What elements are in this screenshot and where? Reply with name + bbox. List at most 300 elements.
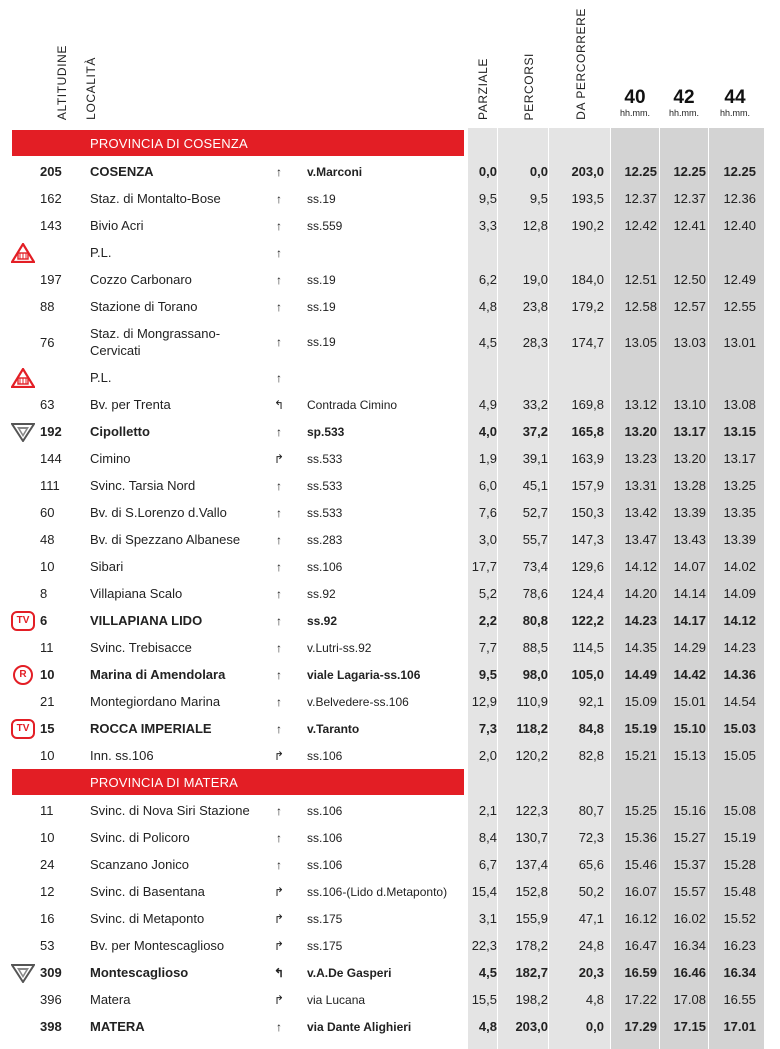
locality-cell: Scanzano Jonico [90, 857, 190, 872]
table-row [0, 878, 780, 905]
table-row [0, 158, 780, 185]
road-cell: ss.175 [307, 911, 343, 926]
altitude-cell: 162 [40, 191, 62, 206]
time-40-cell: 12.51 [624, 272, 657, 287]
road-cell: ss.106 [307, 857, 343, 872]
table-row [0, 445, 780, 472]
partial-km-cell: 9,5 [478, 667, 497, 682]
time-40-cell: 14.20 [624, 586, 657, 601]
remaining-km-cell: 163,9 [571, 451, 604, 466]
time-40-cell: 12.25 [624, 164, 657, 179]
locality-cell: Cipolletto [90, 424, 150, 439]
altitude-header: ALTITUDINE [55, 44, 69, 120]
table-row [0, 607, 780, 634]
road-cell: via Dante Alighieri [307, 1019, 412, 1034]
direction-arrow: ↑ [276, 1019, 282, 1034]
time-40-cell: 13.47 [624, 532, 657, 547]
road-cell: sp.533 [307, 424, 345, 439]
table-row [0, 905, 780, 932]
time-40-cell: 16.47 [624, 938, 657, 953]
direction-arrow: ↑ [276, 505, 282, 520]
table-row [0, 185, 780, 212]
partial-km-cell: 2,2 [478, 613, 497, 628]
locality-cell: Svinc. di Metaponto [90, 911, 205, 926]
time-42-cell: 12.25 [673, 164, 706, 179]
covered-km-cell: 52,7 [522, 505, 548, 520]
road-cell [307, 364, 467, 391]
remaining-km-cell: 24,8 [578, 938, 604, 953]
direction-arrow: ↑ [276, 721, 282, 736]
partial-header: PARZIALE [476, 58, 490, 120]
partial-km-cell: 6,2 [478, 272, 497, 287]
covered-km-cell: 28,3 [522, 334, 548, 350]
altitude-cell: 10 [40, 830, 55, 845]
table-row [0, 526, 780, 553]
speed-unit: hh.mm. [719, 108, 750, 118]
time-44-cell: 16.23 [723, 938, 756, 953]
locality-cell: Svinc. di Policoro [90, 830, 190, 845]
road-cell: ss.19 [307, 191, 336, 206]
locality-cell: Villapiana Scalo [90, 586, 183, 601]
altitude-cell: 76 [40, 334, 55, 350]
covered-km-cell: 12,8 [522, 218, 548, 233]
time-40-cell: 16.07 [624, 884, 657, 899]
time-44-cell: 13.17 [723, 451, 756, 466]
time-44-cell: 17.01 [723, 1019, 756, 1034]
road-cell: v.Belvedere-ss.106 [307, 694, 409, 709]
partial-km-cell: 2,0 [478, 748, 497, 763]
covered-km-cell: 78,6 [522, 586, 548, 601]
remaining-km-cell: 179,2 [571, 299, 604, 314]
table-row [0, 239, 780, 266]
partial-km-cell: 4,8 [478, 1019, 497, 1034]
time-44-cell: 14.12 [723, 613, 756, 628]
partial-km-cell: 15,5 [471, 992, 497, 1007]
time-42-cell: 13.43 [673, 532, 706, 547]
table-row [0, 959, 780, 986]
time-40-cell: 12.42 [624, 218, 657, 233]
table-row [0, 634, 780, 661]
covered-km-cell: 198,2 [515, 992, 548, 1007]
time-42-cell: 15.10 [673, 721, 706, 736]
covered-km-cell: 9,5 [529, 191, 548, 206]
partial-km-cell: 4,5 [478, 965, 497, 980]
time-44-cell: 15.19 [723, 830, 756, 845]
remaining-km-cell: 20,3 [578, 965, 604, 980]
altitude-cell: 88 [40, 299, 55, 314]
covered-km-cell: 39,1 [522, 451, 548, 466]
covered-km-cell: 178,2 [515, 938, 548, 953]
time-44-cell: 13.39 [723, 532, 756, 547]
altitude-cell: 60 [40, 505, 55, 520]
altitude-cell: 205 [40, 164, 62, 179]
covered-km-cell: 19,0 [522, 272, 548, 287]
table-row [0, 824, 780, 851]
partial-km-cell: 7,6 [478, 505, 497, 520]
locality-cell: Montegiordano Marina [90, 694, 221, 709]
altitude-cell [40, 364, 80, 391]
locality-cell: Bv. per Montescaglioso [90, 938, 225, 953]
speed-unit: hh.mm. [668, 108, 699, 118]
altitude-cell: 396 [40, 992, 62, 1007]
locality-cell: P.L. [90, 370, 112, 385]
table-row [0, 212, 780, 239]
time-42-cell: 12.50 [673, 272, 706, 287]
time-44-cell: 16.34 [723, 965, 756, 980]
covered-km-cell: 155,9 [515, 911, 548, 926]
direction-arrow: ↑ [276, 370, 282, 385]
table-row [0, 266, 780, 293]
direction-arrow: ↑ [276, 613, 282, 628]
altitude-cell: 11 [40, 803, 54, 818]
locality-cell: Stazione di Torano [90, 299, 198, 314]
covered-km-cell [500, 239, 548, 266]
locality-cell: P.L. [90, 245, 112, 260]
road-cell: v.Lutri-ss.92 [307, 640, 372, 655]
covered-km-cell: 137,4 [515, 857, 548, 872]
remaining-km-cell: 50,2 [578, 884, 604, 899]
covered-km-cell: 45,1 [522, 478, 548, 493]
time-40-cell: 15.21 [624, 748, 657, 763]
time-40-cell: 13.05 [624, 334, 657, 350]
time-44-cell: 15.05 [723, 748, 756, 763]
locality-cell: Marina di Amendolara [90, 667, 226, 682]
time-40-cell: 14.23 [624, 613, 657, 628]
road-cell: v.Taranto [307, 721, 360, 736]
partial-km-cell [468, 364, 497, 391]
road-cell: ss.533 [307, 505, 343, 520]
altitude-cell: 6 [40, 613, 48, 628]
time-42-cell: 14.14 [673, 586, 706, 601]
road-cell: ss.92 [307, 586, 336, 601]
time-42-cell: 15.01 [673, 694, 706, 709]
direction-arrow: ↑ [276, 335, 282, 349]
direction-arrow: ↑ [276, 667, 282, 682]
direction-arrow: ↱ [273, 911, 285, 926]
direction-arrow: ↑ [276, 164, 282, 179]
tv-badge: TV [11, 719, 35, 739]
table-row [0, 364, 780, 391]
table-row [0, 715, 780, 742]
remaining-km-cell: 4,8 [585, 992, 604, 1007]
remaining-km-cell: 0,0 [585, 1019, 604, 1034]
road-cell: ss.19 [307, 335, 336, 349]
altitude-cell: 197 [40, 272, 62, 287]
altitude-cell: 398 [40, 1019, 62, 1034]
time-40-cell: 13.31 [624, 478, 657, 493]
locality-cell: Staz. di Mongrassano-Cervicati [90, 326, 221, 358]
time-42-cell: 15.27 [673, 830, 706, 845]
direction-arrow: ↑ [276, 191, 282, 206]
covered-header: PERCORSI [522, 52, 536, 120]
direction-arrow: ↱ [273, 992, 285, 1007]
table-row [0, 418, 780, 445]
locality-cell: Staz. di Montalto-Bose [90, 191, 221, 206]
remaining-km-cell: 184,0 [571, 272, 604, 287]
time-40-cell: 15.36 [624, 830, 657, 845]
remaining-km-cell: 92,1 [578, 694, 604, 709]
locality-cell: Montescaglioso [90, 965, 189, 980]
road-cell: ss.92 [307, 613, 338, 628]
direction-arrow: ↑ [276, 586, 282, 601]
time-44-cell [708, 364, 756, 391]
altitude-cell: 21 [40, 694, 55, 709]
time-44-cell: 13.08 [723, 397, 756, 412]
direction-arrow: ↑ [276, 245, 282, 260]
locality-cell: Cimino [90, 451, 131, 466]
direction-arrow: ↱ [273, 748, 285, 763]
time-40-cell: 14.49 [624, 667, 657, 682]
altitude-cell: 53 [40, 938, 55, 953]
remaining-km-cell: 147,3 [571, 532, 604, 547]
altitude-cell: 15 [40, 721, 55, 736]
locality-cell: MATERA [90, 1019, 145, 1034]
time-42-cell: 17.15 [673, 1019, 706, 1034]
partial-km-cell: 3,1 [478, 911, 497, 926]
direction-arrow: ↑ [276, 218, 282, 233]
remaining-km-cell: 114,5 [572, 640, 604, 655]
table-row [0, 553, 780, 580]
remaining-km-cell: 105,0 [571, 667, 604, 682]
mountain-gpm-icon [10, 962, 36, 984]
altitude-cell [40, 239, 80, 266]
locality-cell: Svinc. Trebisacce [90, 640, 192, 655]
time-44-cell: 15.08 [723, 803, 756, 818]
altitude-cell: 10 [40, 559, 55, 574]
partial-km-cell: 5,2 [478, 586, 497, 601]
road-cell: ss.19 [307, 272, 336, 287]
locality-cell: VILLAPIANA LIDO [90, 613, 203, 628]
remaining-km-cell: 82,8 [578, 748, 604, 763]
remaining-km-cell: 65,6 [578, 857, 604, 872]
covered-km-cell: 88,5 [522, 640, 548, 655]
remaining-km-cell [550, 364, 604, 391]
table-row [0, 293, 780, 320]
level-crossing-icon [10, 367, 36, 389]
time-44-cell [708, 239, 756, 266]
road-cell: ss.106 [307, 559, 343, 574]
direction-arrow: ↑ [276, 272, 282, 287]
table-row [0, 932, 780, 959]
time-40-cell: 13.23 [624, 451, 657, 466]
level-crossing-icon [10, 242, 36, 264]
road-cell: via Lucana [307, 992, 366, 1007]
time-42-cell: 12.41 [673, 218, 706, 233]
locality-cell: ROCCA IMPERIALE [90, 721, 212, 736]
tv-icon [10, 610, 36, 632]
direction-arrow: ↑ [276, 830, 282, 845]
road-cell: ss.106 [307, 830, 343, 845]
locality-cell: Svinc. di Nova Siri Stazione [90, 803, 250, 818]
remaining-km-cell: 150,3 [571, 505, 604, 520]
partial-km-cell: 8,4 [478, 830, 497, 845]
road-cell: ss.559 [307, 218, 343, 233]
time-44-cell: 14.02 [723, 559, 756, 574]
road-cell: ss.106-(Lido d.Metaponto) [307, 884, 448, 899]
direction-arrow: ↑ [276, 857, 282, 872]
time-40-cell: 14.12 [624, 559, 657, 574]
speed-value: 42 [673, 87, 695, 108]
time-40-cell: 17.22 [624, 992, 657, 1007]
locality-cell: COSENZA [90, 164, 154, 179]
direction-arrow: ↑ [276, 640, 282, 655]
remaining-km-cell: 122,2 [571, 613, 604, 628]
partial-km-cell: 2,1 [478, 803, 497, 818]
time-42-cell: 12.37 [673, 191, 706, 206]
time-42-cell: 15.57 [673, 884, 706, 899]
covered-km-cell: 130,7 [515, 830, 548, 845]
remaining-km-cell: 84,8 [578, 721, 604, 736]
partial-km-cell: 3,3 [478, 218, 497, 233]
locality-cell: Bv. di Spezzano Albanese [90, 532, 241, 547]
partial-km-cell: 7,7 [478, 640, 497, 655]
time-44-cell: 13.35 [723, 505, 756, 520]
time-44-cell: 12.49 [723, 272, 756, 287]
speed-unit: hh.mm. [619, 108, 650, 118]
covered-km-cell: 0,0 [529, 164, 548, 179]
altitude-cell: 11 [40, 640, 54, 655]
direction-arrow: ↑ [276, 299, 282, 314]
covered-km-cell [500, 364, 548, 391]
direction-arrow: ↰ [273, 965, 285, 980]
time-42-cell: 14.29 [673, 640, 706, 655]
time-40-cell: 15.19 [624, 721, 657, 736]
time-42-cell: 14.42 [673, 667, 706, 682]
direction-arrow: ↑ [276, 694, 282, 709]
time-42-cell: 14.17 [673, 613, 706, 628]
altitude-cell: 48 [40, 532, 55, 547]
remaining-km-cell: 80,7 [578, 803, 604, 818]
altitude-cell: 63 [40, 397, 55, 412]
table-row [0, 986, 780, 1013]
time-42-cell: 13.03 [673, 334, 706, 350]
locality-cell: Sibari [90, 559, 124, 574]
time-44-cell: 15.48 [723, 884, 756, 899]
time-44-cell: 13.01 [723, 334, 756, 350]
covered-km-cell: 23,8 [522, 299, 548, 314]
road-cell: ss.19 [307, 299, 336, 314]
remaining-km-cell: 190,2 [571, 218, 604, 233]
time-44-cell: 14.09 [723, 586, 756, 601]
partial-km-cell: 4,0 [478, 424, 497, 439]
time-42-cell: 15.13 [673, 748, 706, 763]
direction-arrow: ↱ [273, 884, 285, 899]
covered-km-cell: 55,7 [522, 532, 548, 547]
direction-arrow: ↑ [276, 559, 282, 574]
road-cell [307, 239, 467, 266]
covered-km-cell: 182,7 [515, 965, 548, 980]
covered-km-cell: 37,2 [522, 424, 548, 439]
time-44-cell: 12.55 [723, 299, 756, 314]
speed-value: 40 [624, 87, 646, 108]
covered-km-cell: 118,2 [516, 721, 548, 736]
locality-cell: Svinc. di Basentana [90, 884, 205, 899]
altitude-cell: 144 [40, 451, 62, 466]
altitude-cell: 143 [40, 218, 62, 233]
time-44-cell: 14.54 [723, 694, 756, 709]
table-row [0, 320, 780, 364]
time-44-cell: 15.28 [723, 857, 756, 872]
road-cell: Contrada Cimino [307, 397, 398, 412]
partial-km-cell: 3,0 [478, 532, 497, 547]
locality-header: LOCALITÀ [84, 57, 98, 120]
road-cell: ss.533 [307, 451, 343, 466]
partial-km-cell: 17,7 [471, 559, 497, 574]
road-cell: v.A.De Gasperi [307, 965, 392, 980]
time-40-cell: 15.25 [624, 803, 657, 818]
remaining-km-cell: 169,8 [571, 397, 604, 412]
remaining-km-cell: 129,6 [571, 559, 604, 574]
direction-arrow: ↱ [273, 938, 285, 953]
covered-km-cell: 98,0 [522, 667, 548, 682]
time-42-cell: 12.57 [673, 299, 706, 314]
table-row [0, 661, 780, 688]
time-40-cell: 14.35 [624, 640, 657, 655]
road-cell: v.Marconi [307, 164, 363, 179]
table-row [0, 580, 780, 607]
partial-km-cell: 4,8 [478, 299, 497, 314]
table-row [0, 688, 780, 715]
time-40-cell: 17.29 [624, 1019, 657, 1034]
province-banner: PROVINCIA DI MATERA [12, 769, 464, 795]
altitude-cell: 16 [40, 911, 55, 926]
locality-cell: Bv. di S.Lorenzo d.Vallo [90, 505, 227, 520]
time-40-cell: 12.58 [624, 299, 657, 314]
table-row [0, 1013, 780, 1040]
covered-km-cell: 110,9 [516, 694, 548, 709]
direction-arrow: ↰ [273, 397, 285, 412]
remaining-km-cell: 157,9 [571, 478, 604, 493]
time-40-cell: 16.12 [624, 911, 657, 926]
direction-arrow: ↱ [273, 451, 285, 466]
altitude-cell: 24 [40, 857, 55, 872]
locality-cell: Inn. ss.106 [90, 748, 154, 763]
altitude-cell: 192 [40, 424, 62, 439]
covered-km-cell: 203,0 [515, 1019, 548, 1034]
time-42-cell: 13.39 [673, 505, 706, 520]
remaining-header: DA PERCORRERE [574, 8, 588, 120]
altitude-cell: 111 [40, 478, 60, 493]
remaining-km-cell: 203,0 [571, 164, 604, 179]
direction-arrow: ↑ [276, 424, 282, 439]
time-44-cell: 12.36 [723, 191, 756, 206]
time-44-cell: 16.55 [723, 992, 756, 1007]
locality-cell: Bivio Acri [90, 218, 144, 233]
partial-km-cell: 6,7 [478, 857, 497, 872]
locality-cell: Cozzo Carbonaro [90, 272, 192, 287]
time-44-cell: 15.03 [723, 721, 756, 736]
time-42-cell: 13.28 [673, 478, 706, 493]
time-44-cell: 12.40 [723, 218, 756, 233]
partial-km-cell [468, 239, 497, 266]
partial-km-cell: 12,9 [471, 694, 497, 709]
partial-km-cell: 15,4 [471, 884, 497, 899]
time-40-cell: 13.42 [624, 505, 657, 520]
time-42-cell: 16.46 [673, 965, 706, 980]
time-44-cell: 13.15 [723, 424, 756, 439]
partial-km-cell: 0,0 [478, 164, 497, 179]
refreshment-badge: R [13, 665, 33, 685]
remaining-km-cell: 193,5 [571, 191, 604, 206]
table-row [0, 851, 780, 878]
remaining-km-cell: 124,4 [571, 586, 604, 601]
time-40-cell: 15.46 [624, 857, 657, 872]
road-cell: viale Lagaria-ss.106 [307, 667, 421, 682]
speed-value: 44 [724, 87, 746, 108]
altitude-cell: 12 [40, 884, 55, 899]
covered-km-cell: 33,2 [522, 397, 548, 412]
locality-cell: Matera [90, 992, 131, 1007]
